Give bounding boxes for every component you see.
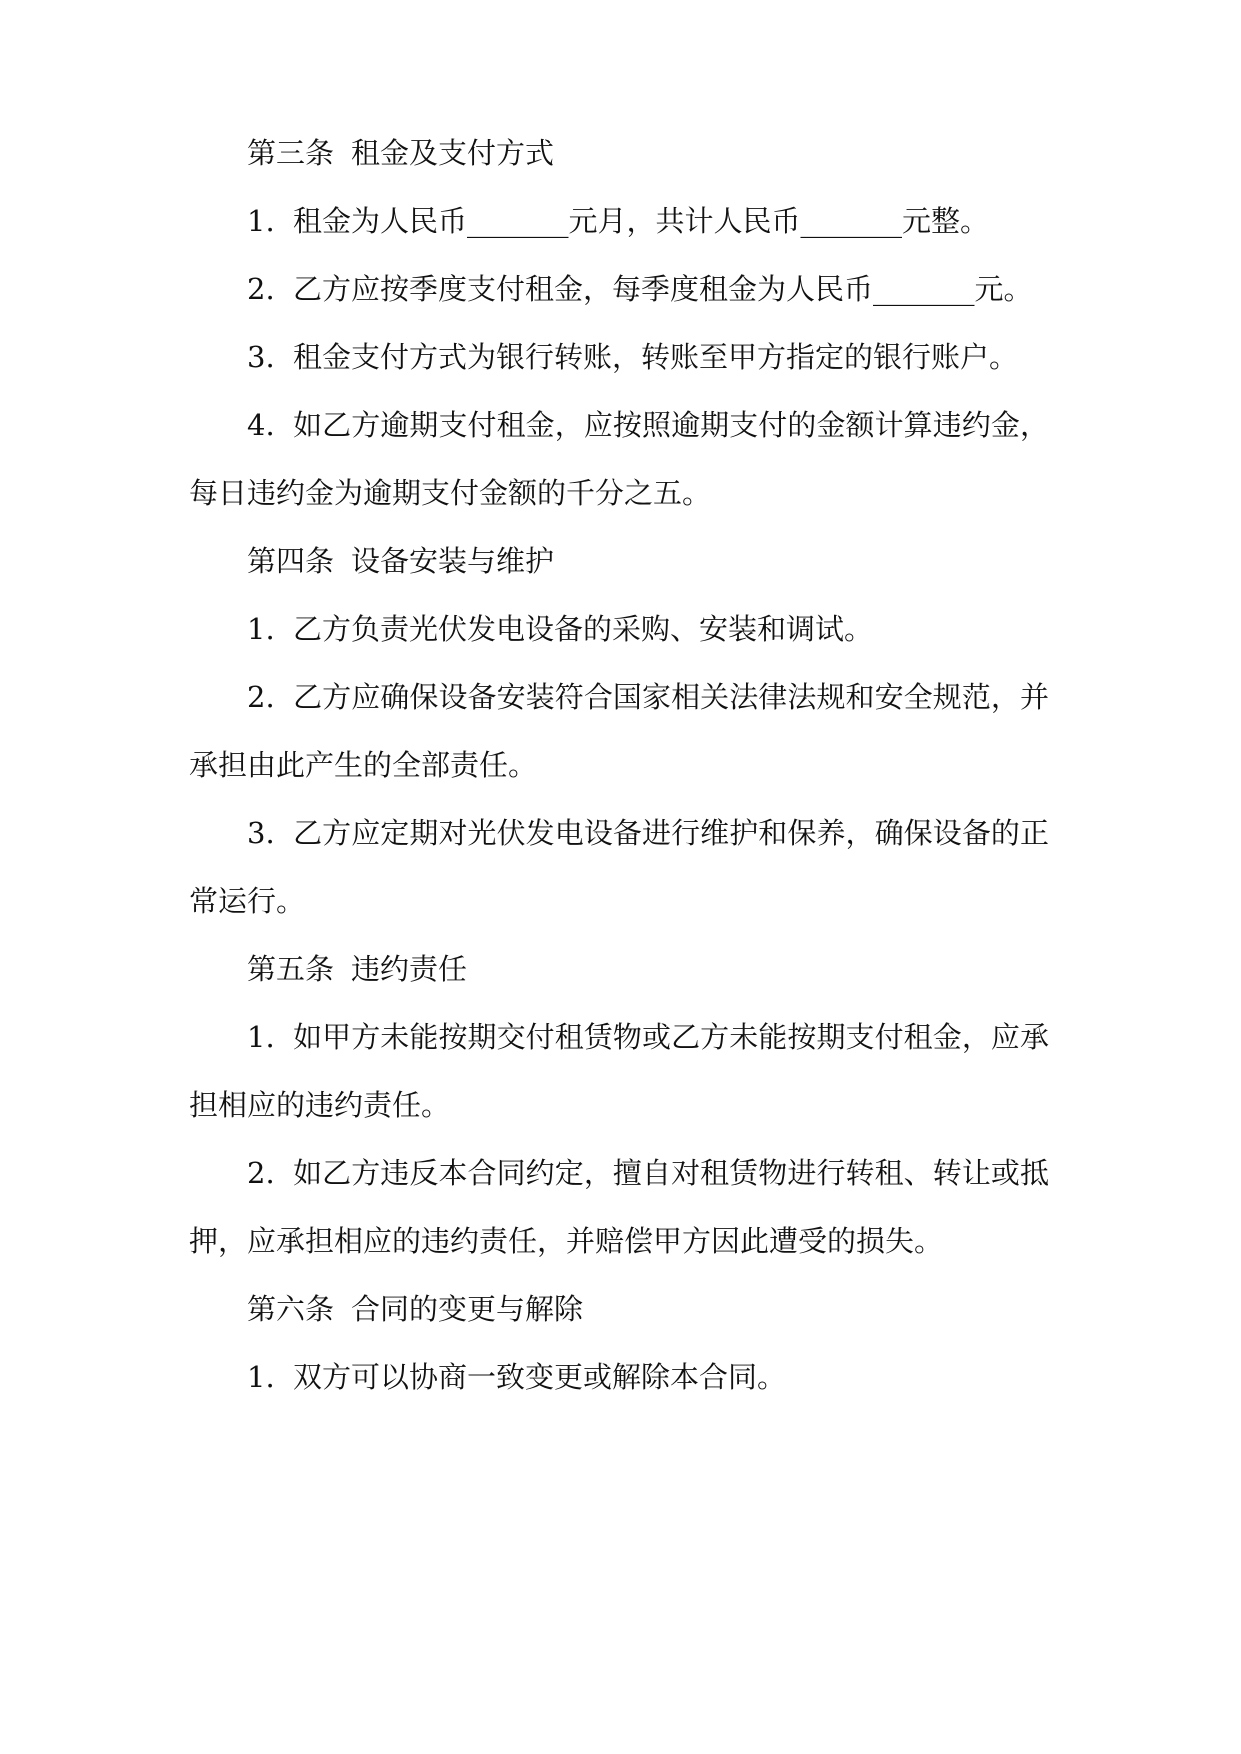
item-number: 2.	[247, 1156, 275, 1190]
article-3-item-3	[247, 337, 1049, 377]
item-text: 乙方应确保设备安装符合国家相关法律法规和安全规范，并	[293, 680, 1049, 714]
article-number: 第四条	[247, 544, 335, 578]
item-text: 如甲方未能按期交付租赁物或乙方未能按期支付租金，应承	[293, 1020, 1049, 1054]
article-3-heading	[247, 133, 1049, 173]
item-text: 租金支付方式为银行转账，转账至甲方指定的银行账户。	[293, 340, 1019, 374]
item-text: 双方可以协商一致变更或解除本合同。	[293, 1360, 787, 1394]
article-4-item-2-line-2	[189, 745, 1049, 785]
article-title: 违约责任	[351, 952, 468, 986]
item-number: 4.	[247, 408, 275, 442]
article-title: 租金及支付方式	[351, 136, 555, 170]
item-number: 2.	[247, 272, 275, 306]
article-3-item-2	[247, 269, 1049, 309]
article-5-item-1-line-1	[247, 1017, 1049, 1057]
item-text: 乙方负责光伏发电设备的采购、安装和调试。	[293, 612, 874, 646]
item-text-continued: 押，应承担相应的违约责任，并赔偿甲方因此遭受的损失。	[189, 1224, 944, 1258]
item-text-continued: 承担由此产生的全部责任。	[189, 748, 538, 782]
article-4-item-2-line-1	[247, 677, 1049, 717]
article-title: 设备安装与维护	[351, 544, 555, 578]
item-text: 租金为人民币_______元月，共计人民币_______元整。	[293, 204, 990, 238]
article-4-item-1	[247, 609, 1049, 649]
item-text-continued: 担相应的违约责任。	[189, 1088, 451, 1122]
article-4-item-3-line-2	[189, 881, 1049, 921]
item-number: 3.	[247, 340, 275, 374]
item-number: 1.	[247, 1020, 275, 1054]
item-number: 3.	[247, 816, 275, 850]
article-5-heading	[247, 949, 1049, 989]
item-number: 1.	[247, 204, 275, 238]
article-3-item-1	[247, 201, 1049, 241]
article-3-item-4-line-2	[189, 473, 1049, 513]
article-6-heading	[247, 1289, 1049, 1329]
article-4-item-3-line-1	[247, 813, 1049, 853]
article-number: 第三条	[247, 136, 335, 170]
article-title: 合同的变更与解除	[351, 1292, 584, 1326]
item-text: 乙方应定期对光伏发电设备进行维护和保养，确保设备的正	[293, 816, 1049, 850]
article-5-item-2-line-2	[189, 1221, 1049, 1261]
article-4-heading	[247, 541, 1049, 581]
item-text-continued: 常运行。	[189, 884, 306, 918]
item-number: 1.	[247, 612, 275, 646]
item-number: 2.	[247, 680, 275, 714]
article-number: 第六条	[247, 1292, 335, 1326]
item-number: 1.	[247, 1360, 275, 1394]
article-5-item-1-line-2	[189, 1085, 1049, 1125]
article-3-item-4-line-1	[247, 405, 1049, 445]
article-6-item-1	[247, 1357, 1049, 1397]
article-5-item-2-line-1	[247, 1153, 1049, 1193]
article-number: 第五条	[247, 952, 335, 986]
item-text: 如乙方违反本合同约定，擅自对租赁物进行转租、转让或抵	[293, 1156, 1049, 1190]
item-text: 如乙方逾期支付租金，应按照逾期支付的金额计算违约金，	[293, 408, 1049, 442]
item-text-continued: 每日违约金为逾期支付金额的千分之五。	[189, 476, 712, 510]
item-text: 乙方应按季度支付租金，每季度租金为人民币_______元。	[293, 272, 1033, 306]
